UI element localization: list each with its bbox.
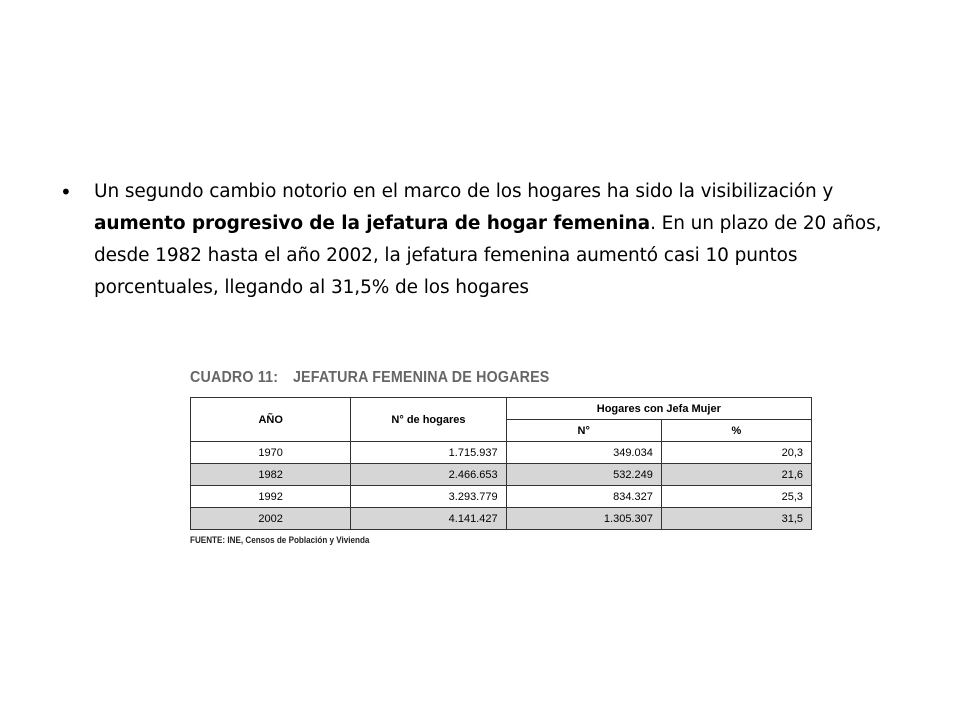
table-title-text: JEFATURA FEMENINA DE HOGARES (292, 369, 550, 386)
table-figure (190, 367, 815, 545)
cell-households: 4.141.427 (351, 508, 506, 530)
header-pct: % (661, 420, 811, 442)
bullet-paragraph (60, 176, 900, 304)
cell-households: 3.293.779 (351, 486, 506, 508)
table-row (191, 508, 812, 530)
table-title (190, 367, 765, 389)
cell-pct: 31,5 (661, 508, 811, 530)
cell-pct: 21,6 (661, 464, 811, 486)
cell-year: 1970 (191, 442, 351, 464)
bullet-marker: • (60, 180, 72, 204)
bullet-text-bold: aumento progresivo de la jefatura de hogar femenina (94, 213, 651, 234)
cell-year: 1992 (191, 486, 351, 508)
bullet-text-after: . En un plazo de 20 años, desde 1982 hasta el año 2002, la jefatura femenina aumentó casi 10 puntos porcentuales, llegando al 31,5% de los hogares (94, 213, 882, 298)
table-source: FUENTE: INE, Censos de Población y Vivienda (190, 535, 370, 545)
header-n: N° (506, 420, 661, 442)
header-households: N° de hogares (351, 398, 506, 442)
cell-year: 1982 (191, 464, 351, 486)
bullet-text (94, 176, 900, 304)
cell-households: 2.466.653 (351, 464, 506, 486)
cell-year: 2002 (191, 508, 351, 530)
cell-pct: 25,3 (661, 486, 811, 508)
cell-n: 532.249 (506, 464, 661, 486)
cell-households: 1.715.937 (351, 442, 506, 464)
cell-n: 834.327 (506, 486, 661, 508)
households-table (190, 397, 812, 530)
table-row (191, 486, 812, 508)
cell-pct: 20,3 (661, 442, 811, 464)
table-label: CUADRO 11: (190, 369, 279, 386)
cell-n: 1.305.307 (506, 508, 661, 530)
bullet-text-before: Un segundo cambio notorio en el marco de los hogares ha sido la visibilización y (94, 181, 834, 202)
header-group: Hogares con Jefa Mujer (506, 398, 811, 420)
header-year: AÑO (191, 398, 351, 442)
cell-n: 349.034 (506, 442, 661, 464)
table-row (191, 464, 812, 486)
table-row (191, 442, 812, 464)
